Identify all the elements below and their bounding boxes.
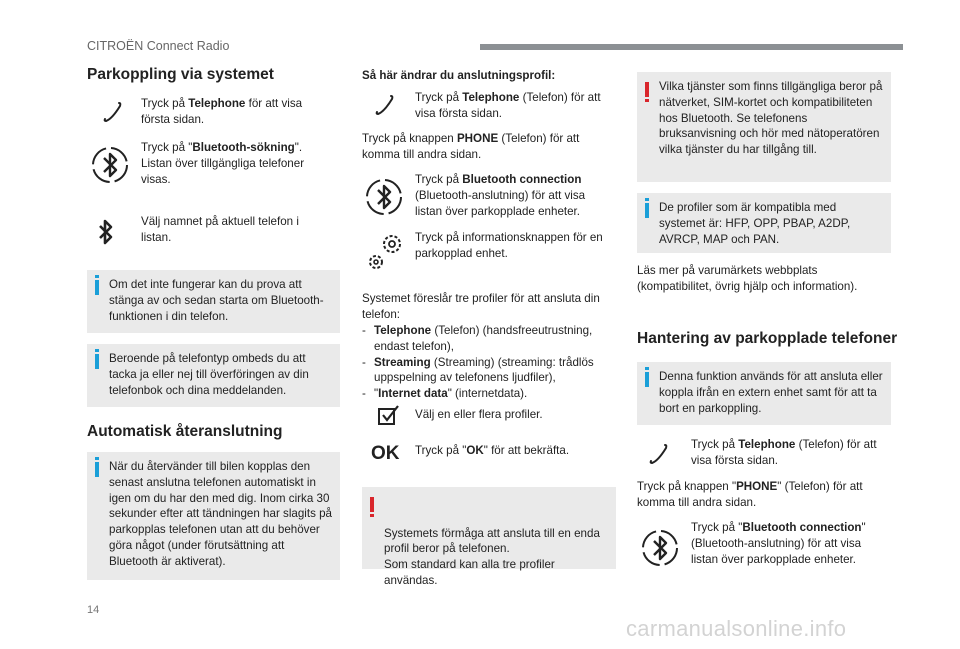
bluetooth-search-icon [88, 143, 132, 187]
list-item: - Streaming (Streaming) (streaming: trådlös uppspelning av telefonens ljudfiler), [362, 355, 612, 387]
info-box-auto-reconnect: När du återvänder till bilen kopplas den senast anslutna telefonen automatiskt in igen om du har den med dig. Inom cirka 30 sekunder efter att tändningen har slagits på parkopplas telefonen utan att du behöver göra något (under förutsättning att Bluetooth är aktiverat). [87, 452, 340, 580]
step-select-phone: Välj namnet på aktuell telefon i listan. [141, 215, 299, 244]
step-bluetooth-connection: Tryck på Bluetooth connection (Bluetooth-anslutning) för att visa listan över parkopplade enheter. [415, 173, 586, 218]
para-brand-website: Läs mer på varumärkets webbplats (kompatibilitet, övrig hjälp och information). [637, 264, 858, 293]
para-phone-button: Tryck på knappen PHONE (Telefon) för att komma till andra sidan. [362, 132, 580, 161]
step-bluetooth-connection: Tryck på "Bluetooth connection" (Bluetooth-anslutning) för att visa listan över parkopplade enheter. [691, 521, 866, 566]
step-telephone: Tryck på Telephone (Telefon) för att visa första sidan. [415, 91, 601, 120]
heading-manage-paired-phones: Hantering av parkopplade telefoner [637, 330, 898, 347]
step-info-button: Tryck på informationsknappen för en parkopplad enhet. [415, 231, 603, 260]
heading-auto-reconnect: Automatisk återanslutning [87, 423, 283, 440]
warning-box-single-profile: Systemets förmåga att ansluta till en enda profil beror på telefonen. Som standard kan alla tre profiler användas. [362, 487, 616, 569]
list-item: - "Internet data" (internetdata). [362, 386, 612, 402]
info-marker-icon [95, 280, 99, 295]
para-three-profiles: Systemet föreslår tre profiler för att ansluta din telefon: [362, 292, 600, 321]
gears-info-icon [364, 228, 410, 274]
bluetooth-connection-icon [362, 175, 406, 219]
info-marker-icon [95, 462, 99, 477]
step-confirm-ok: Tryck på "OK" för att bekräfta. [415, 444, 570, 457]
step-bluetooth-search: Tryck på "Bluetooth-sökning". Listan över tillgängliga telefoner visas. [141, 141, 305, 186]
phone-handset-icon [646, 441, 672, 467]
info-box-compatible-profiles: De profiler som är kompatibla med systemet är: HFP, OPP, PBAP, A2DP, AVRCP, MAP och PAN. [637, 193, 891, 253]
profile-list [362, 323, 612, 402]
info-box-phonebook: Beroende på telefontyp ombeds du att tacka ja eller nej till överföringen av din telefonbok och dina meddelanden. [87, 344, 340, 407]
header-bar [480, 44, 903, 50]
watermark: carmanualsonline.info [626, 616, 847, 641]
header-brand: CITROËN Connect Radio [87, 39, 230, 53]
phone-handset-icon [372, 92, 398, 118]
info-marker-icon [645, 372, 649, 387]
step-telephone: Tryck på Telephone för att visa första sidan. [141, 97, 303, 126]
info-marker-icon [95, 354, 99, 369]
step-select-profiles: Välj en eller flera profiler. [415, 408, 543, 421]
page-number: 14 [87, 604, 100, 616]
warning-box-services: Vilka tjänster som finns tillgängliga beror på nätverket, SIM-kortet och kompatibiliteten hos Bluetooth. Se telefonens bruksanvisning och hör med nätoperatören vilka tjänster du har tillgång till. [637, 72, 891, 182]
bluetooth-connection-icon [638, 526, 682, 570]
phone-handset-icon [100, 99, 126, 125]
para-phone-button: Tryck på knappen "PHONE" (Telefon) för att komma till andra sidan. [637, 480, 863, 509]
ok-label: OK [371, 443, 400, 464]
warning-marker-icon [370, 497, 374, 512]
bluetooth-icon [96, 218, 116, 246]
info-box-manage-function: Denna funktion används för att ansluta eller koppla ifrån en extern enhet samt för att ta bort en parkoppling. [637, 362, 891, 425]
checkbox-icon [376, 402, 402, 428]
info-box-restart-bluetooth: Om det inte fungerar kan du prova att stänga av och sedan starta om Bluetooth-funktionen i din telefon. [87, 270, 340, 333]
heading-pairing-via-system: Parkoppling via systemet [87, 66, 274, 83]
step-telephone: Tryck på Telephone (Telefon) för att visa första sidan. [691, 438, 877, 467]
warning-marker-icon [645, 82, 649, 97]
info-marker-icon [645, 203, 649, 218]
subheading-change-profile: Så här ändrar du anslutningsprofil: [362, 69, 556, 82]
list-item: - Telephone (Telefon) (handsfreeutrustning, endast telefon), [362, 323, 612, 355]
